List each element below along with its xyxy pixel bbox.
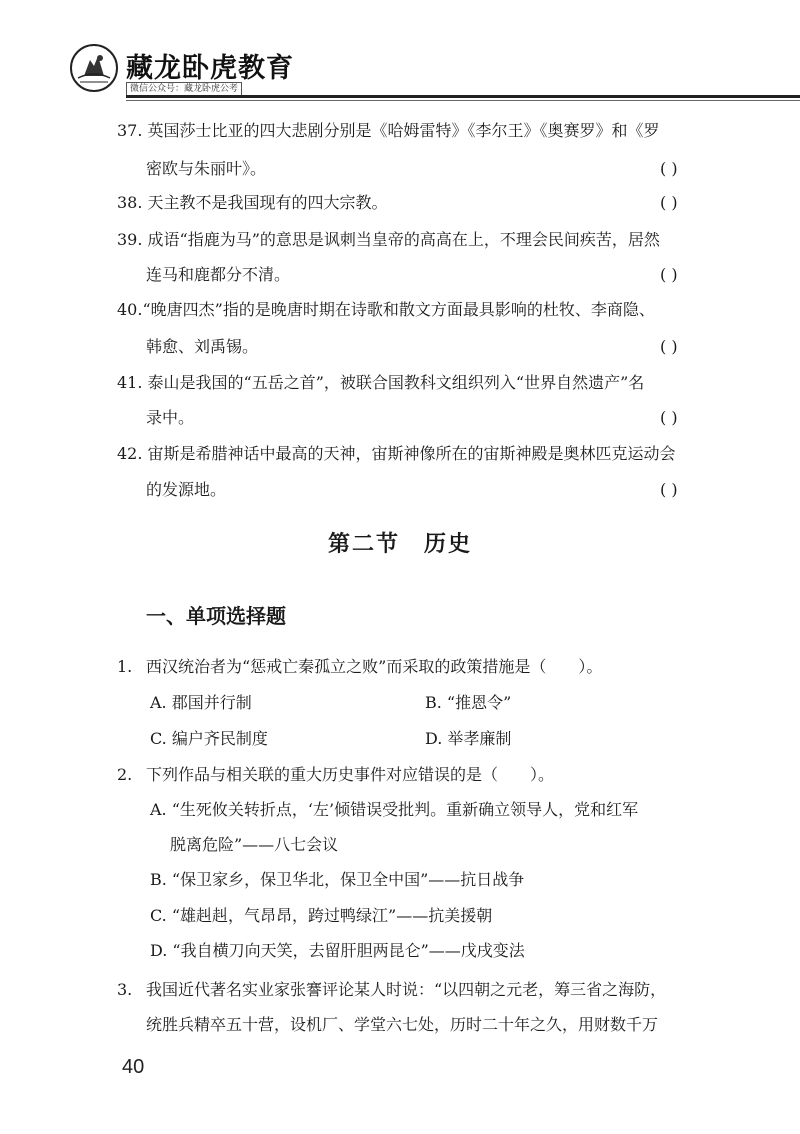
tf-answer-41: ( ) <box>660 408 678 427</box>
tf-item-40-line-2: 韩愈、刘禹锡。 <box>146 337 259 356</box>
question-stem: 西汉统治者为“惩戒亡秦孤立之败”而采取的政策措施是（ ）。 <box>146 657 603 676</box>
question-stem-line-2: 统胜兵精卒五十营，设机厂、学堂六七处，历时二十年之久，用财数千万 <box>146 1015 659 1034</box>
page-number: 40 <box>122 1056 145 1078</box>
option-d: D. 举孝廉制 <box>425 729 512 748</box>
option-b: B. “保卫家乡，保卫华北，保卫全中国”——抗日战争 <box>150 870 525 889</box>
tf-item-37-line-1: 37. 英国莎士比亚的四大悲剧分别是《哈姆雷特》《李尔王》《奥赛罗》和《罗 <box>117 121 660 140</box>
tf-item-41-line-1: 41. 泰山是我国的“五岳之首”，被联合国教科文组织列入“世界自然遗产”名 <box>117 373 645 392</box>
header-rule <box>126 95 800 98</box>
option-b: B. “推恩令” <box>425 693 512 712</box>
tf-item-39-line-1: 39. 成语“指鹿为马”的意思是讽刺当皇帝的高高在上，不理会民间疾苦，居然 <box>117 230 660 249</box>
brand-title: 藏龙卧虎教育 <box>126 53 294 84</box>
section-title: 第二节 历史 <box>327 532 472 557</box>
option-d: D. “我自横刀向天笑，去留肝胆两昆仑”——戊戌变法 <box>150 941 525 960</box>
tf-item-41-line-2: 录中。 <box>146 408 195 427</box>
question-number: 2. <box>117 765 133 784</box>
tf-answer-38: ( ) <box>660 193 678 212</box>
tf-answer-37: ( ) <box>660 159 678 178</box>
question-number: 1. <box>117 657 133 676</box>
tf-item-38-line-1: 38. 天主教不是我国现有的四大宗教。 <box>117 193 388 212</box>
tf-item-42-line-2: 的发源地。 <box>146 480 227 499</box>
option-c: C. “雄赳赳，气昂昂，跨过鸭绿江”——抗美援朝 <box>150 906 493 925</box>
question-stem-line-1: 我国近代著名实业家张謇评论某人时说：“以四朝之元老，筹三省之海防， <box>146 980 667 999</box>
tf-answer-40: ( ) <box>660 337 678 356</box>
option-a-line-2: 脱离危险”——八七会议 <box>170 835 339 854</box>
option-a: A. 郡国并行制 <box>150 693 252 712</box>
header-rule-thin <box>126 100 800 101</box>
logo-icon <box>70 44 118 92</box>
option-a-line-1: A. “生死攸关转折点，‘左’倾错误受批判。重新确立领导人，党和红军 <box>150 800 639 819</box>
subsection-title: 一、单项选择题 <box>146 604 286 628</box>
option-c: C. 编户齐民制度 <box>150 729 268 748</box>
question-number: 3. <box>117 980 133 999</box>
tf-answer-42: ( ) <box>660 480 678 499</box>
tf-item-42-line-1: 42. 宙斯是希腊神话中最高的天神，宙斯神像所在的宙斯神殿是奥林匹克运动会 <box>117 444 676 463</box>
tf-answer-39: ( ) <box>660 265 678 284</box>
question-stem: 下列作品与相关联的重大历史事件对应错误的是（ ）。 <box>146 765 555 784</box>
tf-item-39-line-2: 连马和鹿都分不清。 <box>146 265 291 284</box>
tf-item-40-line-1: 40.“晚唐四杰”指的是晚唐时期在诗歌和散文方面最具影响的杜牧、李商隐、 <box>117 300 655 319</box>
page-header <box>0 0 800 108</box>
brand-subtitle: 微信公众号：藏龙卧虎公考 <box>126 82 242 96</box>
tf-item-37-line-2: 密欧与朱丽叶》。 <box>146 159 267 178</box>
